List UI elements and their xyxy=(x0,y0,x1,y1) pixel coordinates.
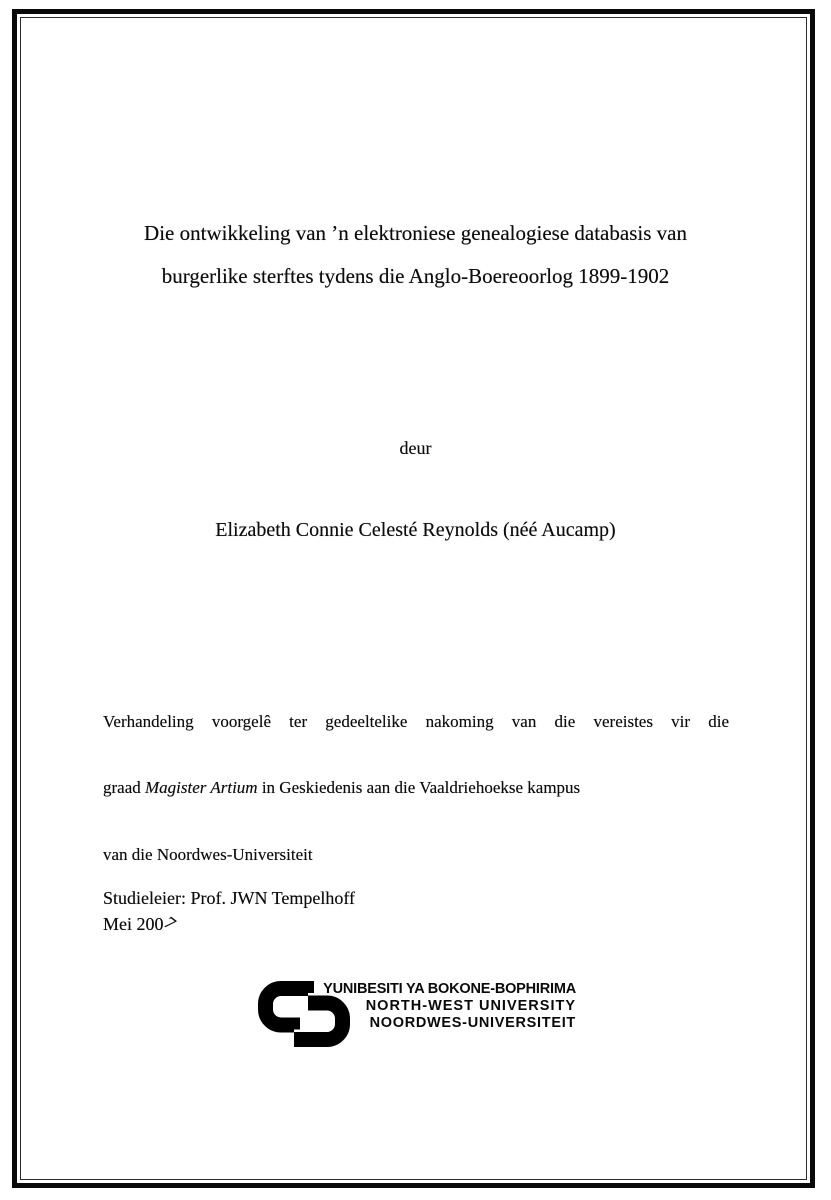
degree-statement xyxy=(103,666,729,911)
author-name: Elizabeth Connie Celesté Reynolds (néé Aucamp) xyxy=(215,519,616,541)
date-prefix: Mei 200 xyxy=(103,914,164,934)
supervisor-line: Studieleier: Prof. JWN Tempelhoff xyxy=(103,888,356,908)
logo-text-english: NORTH-WEST UNIVERSITY xyxy=(365,998,576,1014)
degree-statement-line2 xyxy=(103,777,729,799)
degree-statement-line2-post: in Geskiedenis aan die Vaaldriehoekse kampus xyxy=(257,778,581,798)
byline-deur: deur xyxy=(399,438,432,458)
university-logo-text xyxy=(318,981,576,1032)
thesis-title-line2: burgerlike sterftes tydens die Anglo-Boereoorlog 1899-1902 xyxy=(161,264,670,288)
university-logo xyxy=(0,975,831,1055)
degree-statement-line3: van die Noordwes-Universiteit xyxy=(103,845,313,865)
supervisor-and-date-block xyxy=(103,885,355,937)
date-last-digit: 7 xyxy=(159,912,180,934)
logo-text-setswana: YUNIBESITI YA BOKONE-BOPHIRIMA xyxy=(323,981,576,997)
logo-text-afrikaans: NOORDWES-UNIVERSITEIT xyxy=(369,1015,576,1031)
degree-statement-line2-pre: graad xyxy=(103,778,146,798)
date-line xyxy=(103,911,355,937)
degree-name-italic: Magister Artium xyxy=(145,778,258,798)
thesis-title-line1: Die ontwikkeling van ’n elektroniese genealogiese databasis van xyxy=(144,221,687,245)
thesis-title xyxy=(0,212,831,298)
degree-statement-line1: Verhandeling voorgelê ter gedeeltelike nakoming van die vereistes vir die xyxy=(103,711,729,731)
